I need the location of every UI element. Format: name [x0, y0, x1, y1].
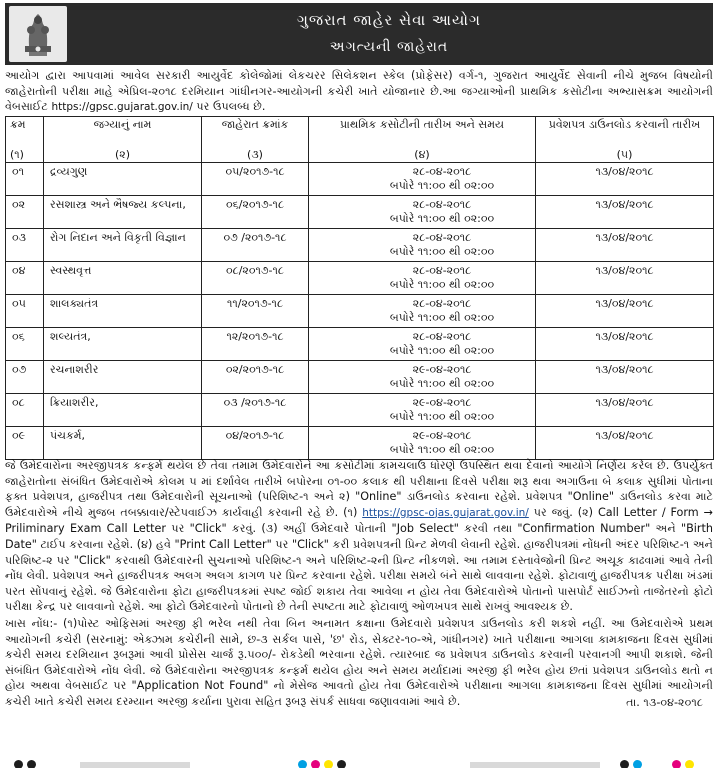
serial-cell: ૦૧	[6, 163, 44, 196]
registration-mark-icon	[685, 760, 694, 768]
exam-date: ૨૮-૦૪-૨૦૧૮	[412, 264, 472, 277]
table-row	[6, 361, 714, 394]
exam-date-cell	[309, 262, 536, 295]
download-date-cell: ૧૩/૦૪/૨૦૧૮	[536, 328, 714, 361]
registration-mark-icon	[620, 760, 629, 768]
advt-no-cell: ૦૫/૨૦૧૭-૧૮	[202, 163, 309, 196]
registration-mark-icon	[337, 760, 346, 768]
registration-mark-icon	[324, 760, 333, 768]
instructions-text-continued: પર જવું. (૨) Call Letter / Form → Priliminary Exam Call Letter પર "Click" કરવું. (૩) અહીં ઉમેદવારે પોતાની "Job Select" કરવી તથા "Confirmation Number" અને "Birth Date" ટાઈપ કરવાના રહેશે. (૪) હવે "Print Call Letter" પર "Click" કરી પ્રવેશપત્રની પ્રિન્ટ મેળવી લેવાની રહેશે. હાજરીપત્રમાં નોંધની અંદર પરિશિષ્ટ-૧ અને પરિશિષ્ટ-૨ પર "Click" કરવાથી ઉમેદવારની સુચનાઓ પરિશિષ્ટ-૧ અને પરિશિષ્ટ-૨ની પ્રિન્ટ નીકળશે. આ તમામ દસ્તાવેજોની પ્રિન્ટ અચૂક કાઢવામાં આવે તેની નોંધ લેવી. પ્રવેશપત્ર અને હાજરીપત્રક અલગ અલગ કાગળ પર પ્રિન્ટ કરવાના રહેશે. પરીક્ષા સમયે બંને સાથે લાવવાના રહેશે. ફોટાવાળું હાજરીપત્રક પરીક્ષા ખંડમાં પરત સોંપવાનું રહેશે. જે ઉમેદવારોના ફોટા હાજરીપત્રકમાં સ્પષ્ટ જોઈ શકાય તેવા આવેલા ન હોય તેવા ઉમેદવારોએ પોતાનો પાસપોર્ટ સાઈઝનો તાજેતરનો ફોટો પરીક્ષા કેન્દ્ર પર લાવવાનો રહેશે. આ ફોટો ઉમેદવારનો પોતાનો છે તેની સ્પષ્ટતા માટે ફોટાવાળું ઓળખપત્ર સાથે રાખવું આવશ્યક છે.	[5, 505, 713, 614]
ojas-website-link[interactable]: https://gpsc-ojas.gujarat.gov.in/	[362, 506, 529, 519]
table-row	[6, 262, 714, 295]
registration-mark-icon	[311, 760, 320, 768]
table-row	[6, 163, 714, 196]
serial-cell: ૦૪	[6, 262, 44, 295]
post-name-cell: પંચકર્મ,	[44, 427, 202, 460]
download-date-cell: ૧૩/૦૪/૨૦૧૮	[536, 262, 714, 295]
column-number: (૩)	[202, 148, 309, 163]
download-date-cell: ૧૩/૦૪/૨૦૧૮	[536, 295, 714, 328]
exam-time: બપોરે ૧૧:૦૦ થી ૦૨:૦૦	[389, 377, 495, 390]
column-number: (૨)	[44, 148, 202, 163]
exam-date-cell	[309, 427, 536, 460]
table-row	[6, 229, 714, 262]
post-name-cell: સ્વસ્થવૃત્ત	[44, 262, 202, 295]
exam-date-cell	[309, 361, 536, 394]
post-name-cell: રોગ નિદાન અને વિકૃતી વિજ્ઞાન	[44, 229, 202, 262]
registration-mark-icon	[14, 760, 23, 768]
exam-date-cell	[309, 295, 536, 328]
exam-date: ૨૮-૦૪-૨૦૧૮	[412, 330, 472, 343]
instructions-section	[5, 458, 713, 710]
exam-date-cell	[309, 229, 536, 262]
advt-no-cell: ૦૩ /૨૦૧૭-૧૮	[202, 394, 309, 427]
registration-mark-icon	[672, 760, 681, 768]
serial-cell: ૦૭	[6, 361, 44, 394]
registration-bar	[470, 762, 600, 768]
column-number: (૪)	[309, 148, 536, 163]
registration-bar	[80, 762, 190, 768]
advt-no-cell: ૦૨/૨૦૧૭-૧૮	[202, 361, 309, 394]
exam-date: ૨૯-૦૪-૨૦૧૮	[412, 396, 472, 409]
table-header-row	[6, 117, 714, 148]
post-name-cell: રસશાસ્ત્ર અને ભૈષજ્ય કલ્પના,	[44, 196, 202, 229]
exam-date-cell	[309, 394, 536, 427]
download-date-cell: ૧૩/૦૪/૨૦૧૮	[536, 229, 714, 262]
exam-time: બપોરે ૧૧:૦૦ થી ૦૨:૦૦	[389, 278, 495, 291]
instructions-paragraph	[5, 458, 713, 615]
header-download-date: પ્રવેશપત્ર ડાઉનલોડ કરવાની તારીખ	[536, 117, 714, 148]
exam-date: ૨૮-૦૪-૨૦૧૮	[412, 198, 472, 211]
commission-title: ગુજરાત જાહેર સેવા આયોગ	[296, 11, 481, 29]
header-exam-date: પ્રાથમિક કસોટીની તારીખ અને સમય	[309, 117, 536, 148]
exam-date: ૨૯-૦૪-૨૦૧૮	[412, 363, 472, 376]
table-row	[6, 295, 714, 328]
advt-no-cell: ૦૭ /૨૦૧૭-૧૮	[202, 229, 309, 262]
download-date-cell: ૧૩/૦૪/૨૦૧૮	[536, 427, 714, 460]
registration-mark-icon	[298, 760, 307, 768]
notice-header	[5, 3, 713, 65]
intro-paragraph	[5, 68, 713, 116]
advt-no-cell: ૦૪/૨૦૧૭-૧૮	[202, 427, 309, 460]
header-serial: ક્રમ	[6, 117, 44, 148]
exam-date-cell	[309, 163, 536, 196]
post-name-cell: શલ્યતંત્ર,	[44, 328, 202, 361]
serial-cell: ૦૬	[6, 328, 44, 361]
header-post-name: જગ્યાનું નામ	[44, 117, 202, 148]
table-row	[6, 427, 714, 460]
advt-no-cell: ૧૨/૨૦૧૭-૧૮	[202, 328, 309, 361]
exam-schedule-table	[5, 116, 714, 460]
exam-time: બપોરે ૧૧:૦૦ થી ૦૨:૦૦	[389, 311, 495, 324]
exam-date: ૨૮-૦૪-૨૦૧૮	[412, 231, 472, 244]
intro-text-end: પર ઉપલબ્ધ છે.	[196, 100, 266, 113]
advt-no-cell: ૦૮/૨૦૧૭-૧૮	[202, 262, 309, 295]
advt-no-cell: ૦૬/૨૦૧૭-૧૮	[202, 196, 309, 229]
download-date-cell: ૧૩/૦૪/૨૦૧૮	[536, 196, 714, 229]
serial-cell: ૦૮	[6, 394, 44, 427]
table-row	[6, 328, 714, 361]
registration-mark-icon	[633, 760, 642, 768]
exam-time: બપોરે ૧૧:૦૦ થી ૦૨:૦૦	[389, 245, 495, 258]
serial-cell: ૦૨	[6, 196, 44, 229]
exam-date-cell	[309, 328, 536, 361]
post-name-cell: ક્રિયાશરીર,	[44, 394, 202, 427]
advt-no-cell: ૧૧/૨૦૧૭-૧૮	[202, 295, 309, 328]
notice-subtitle: અગત્યની જાહેરાત	[329, 39, 449, 55]
exam-date: ૨૯-૦૪-૨૦૧૮	[412, 429, 472, 442]
column-number: (૧)	[6, 148, 44, 163]
download-date-cell: ૧૩/૦૪/૨૦૧૮	[536, 163, 714, 196]
post-name-cell: શાલક્યતંત્ર	[44, 295, 202, 328]
exam-time: બપોરે ૧૧:૦૦ થી ૦૨:૦૦	[389, 410, 495, 423]
exam-date-cell	[309, 196, 536, 229]
serial-cell: ૦૫	[6, 295, 44, 328]
post-name-cell: રચનાશરીર	[44, 361, 202, 394]
header-advt-no: જાહેરાત ક્રમાંક	[202, 117, 309, 148]
exam-date: ૨૮-૦૪-૨૦૧૮	[412, 165, 472, 178]
table-column-number-row	[6, 148, 714, 163]
table-row	[6, 394, 714, 427]
serial-cell: ૦૩	[6, 229, 44, 262]
download-date-cell: ૧૩/૦૪/૨૦૧૮	[536, 361, 714, 394]
special-note-paragraph: ખાસ નોંધ:- (૧)પોસ્ટ ઓફિસમાં અરજી ફી ભરેલ નથી તેવા બિન અનામત કક્ષાના ઉમેદવારો પ્રવેશપત્ર ડાઉનલોડ કરી શકશે નહીં. આ ઉમેદવારોએ પ્રથમ આયોગની કચેરી (સરનામું: એક્ઝામ કચેરીની સામે, છ-૩ સર્કલ પાસે, 'છ' રોડ, સેક્ટર-૧૦-એ, ગાંધીનગર) ખાતે પરીક્ષાના આગલા કામકાજના દિવસ સુધીમાં કચેરી સમય દરમિયાન રૂબરૂમાં આવી પ્રોસેસ ચાર્જ રૂ.૫૦૦/- રોકડેથી ભરવાના રહેશે. ત્યારબાદ જ પ્રવેશપત્ર ડાઉનલોડ કરવાની પરવાનગી આપી શકાશે. જેની સંબંધિત ઉમેદવારોએ નોંધ લેવી. જે ઉમેદવારોના અરજીપત્રક કન્ફર્મ થયેલ હોય અને સમય મર્યાદામાં અરજી ફી ભરેલ હોય છતાં પ્રવેશપત્ર ડાઉનલોડ થતો ન હોય અથવા વેબસાઈટ પર "Application Not Found" નો મેસેજ આવતો હોય તેવા ઉમેદવારોએ પરીક્ષાના આગલા કામકાજના દિવસ સુધીમાં આયોગની કચેરી ખાતે કચેરી સમય દરમ્યાન અરજી કર્યાના પુરાવા સહિત રૂબરૂ સંપર્ક સાધવા જણાવવામાં આવે છે.	[5, 616, 713, 708]
exam-date: ૨૮-૦૪-૨૦૧૮	[412, 297, 472, 310]
registration-mark-icon	[27, 760, 36, 768]
download-date-cell: ૧૩/૦૪/૨૦૧૮	[536, 394, 714, 427]
serial-cell: ૦૯	[6, 427, 44, 460]
intro-text: આયોગ દ્વારા આપવામાં આવેલ સરકારી આયુર્વેદ કોલેજોમાં લેકચરર સિલેકશન સ્કેલ (પ્રોફેસર) વર્ગ-૧, ગુજરાત આયુર્વેદ સેવાની નીચે મુજબ વિષયોની જાહેરાતોની પરીક્ષા માહે એપ્રિલ-૨૦૧૮ દરમિયાન ગાંધીનગર-આયોગની કચેરી ખાતે યોજાનાર છે.આ જગ્યાઓની પ્રાથમિક કસોટીના અભ્યાસક્રમ આયોગની વેબસાઈટ	[5, 69, 713, 113]
exam-time: બપોરે ૧૧:૦૦ થી ૦૨:૦૦	[389, 212, 495, 225]
post-name-cell: દ્રવ્યગુણ	[44, 163, 202, 196]
notice-date: તા. ૧૩-૦૪-૨૦૧૮	[626, 695, 703, 709]
exam-time: બપોરે ૧૧:૦૦ થી ૦૨:૦૦	[389, 344, 495, 357]
column-number: (૫)	[536, 148, 714, 163]
instructions-text: જે ઉમેદવારોના અરજીપત્રક કન્ફર્મ થયેલ છે તેવા તમામ ઉમેદવારોને આ કસોટીમાં કામચલાઉ ધોરણે ઉપસ્થિત થવા દેવાનો આયોગે નિર્ણય કરેલ છે. ઉપર્યુક્ત જાહેરાતોના સંબંધિત ઉમેદવારોએ કોલમ ૫ માં દર્શાવેલ તારીખે બપોરના ૦૧-૦૦ કલાક થી પરીક્ષાના દિવસે પરીક્ષા શરૂ થવા અગાઉના બે કલાક સુધીમાં પોતાના ફક્ત પ્રવેશપત્ર, હાજરીપત્ર તથા ઉમેદવારોની સૂચનાઓ (પરિશિષ્ટ-૧ અને ૨) "Online" ડાઉનલોડ કરવાના રહેશે. પ્રવેશપત્ર "Online" ડાઉનલોડ કરવા માટે ઉમેદવારોએ નીચે મુજબ તબક્કાવાર/સ્ટેપવાઈઝ કાર્યવાહી કરવાની રહે છે. (૧)	[5, 459, 713, 519]
exam-time: બપોરે ૧૧:૦૦ થી ૦૨:૦૦	[389, 179, 495, 192]
table-row	[6, 196, 714, 229]
exam-time: બપોરે ૧૧:૦૦ થી ૦૨:૦૦	[389, 443, 495, 456]
national-emblem-icon	[9, 6, 67, 62]
syllabus-website-link[interactable]: https://gpsc.gujarat.gov.in/	[51, 101, 193, 113]
